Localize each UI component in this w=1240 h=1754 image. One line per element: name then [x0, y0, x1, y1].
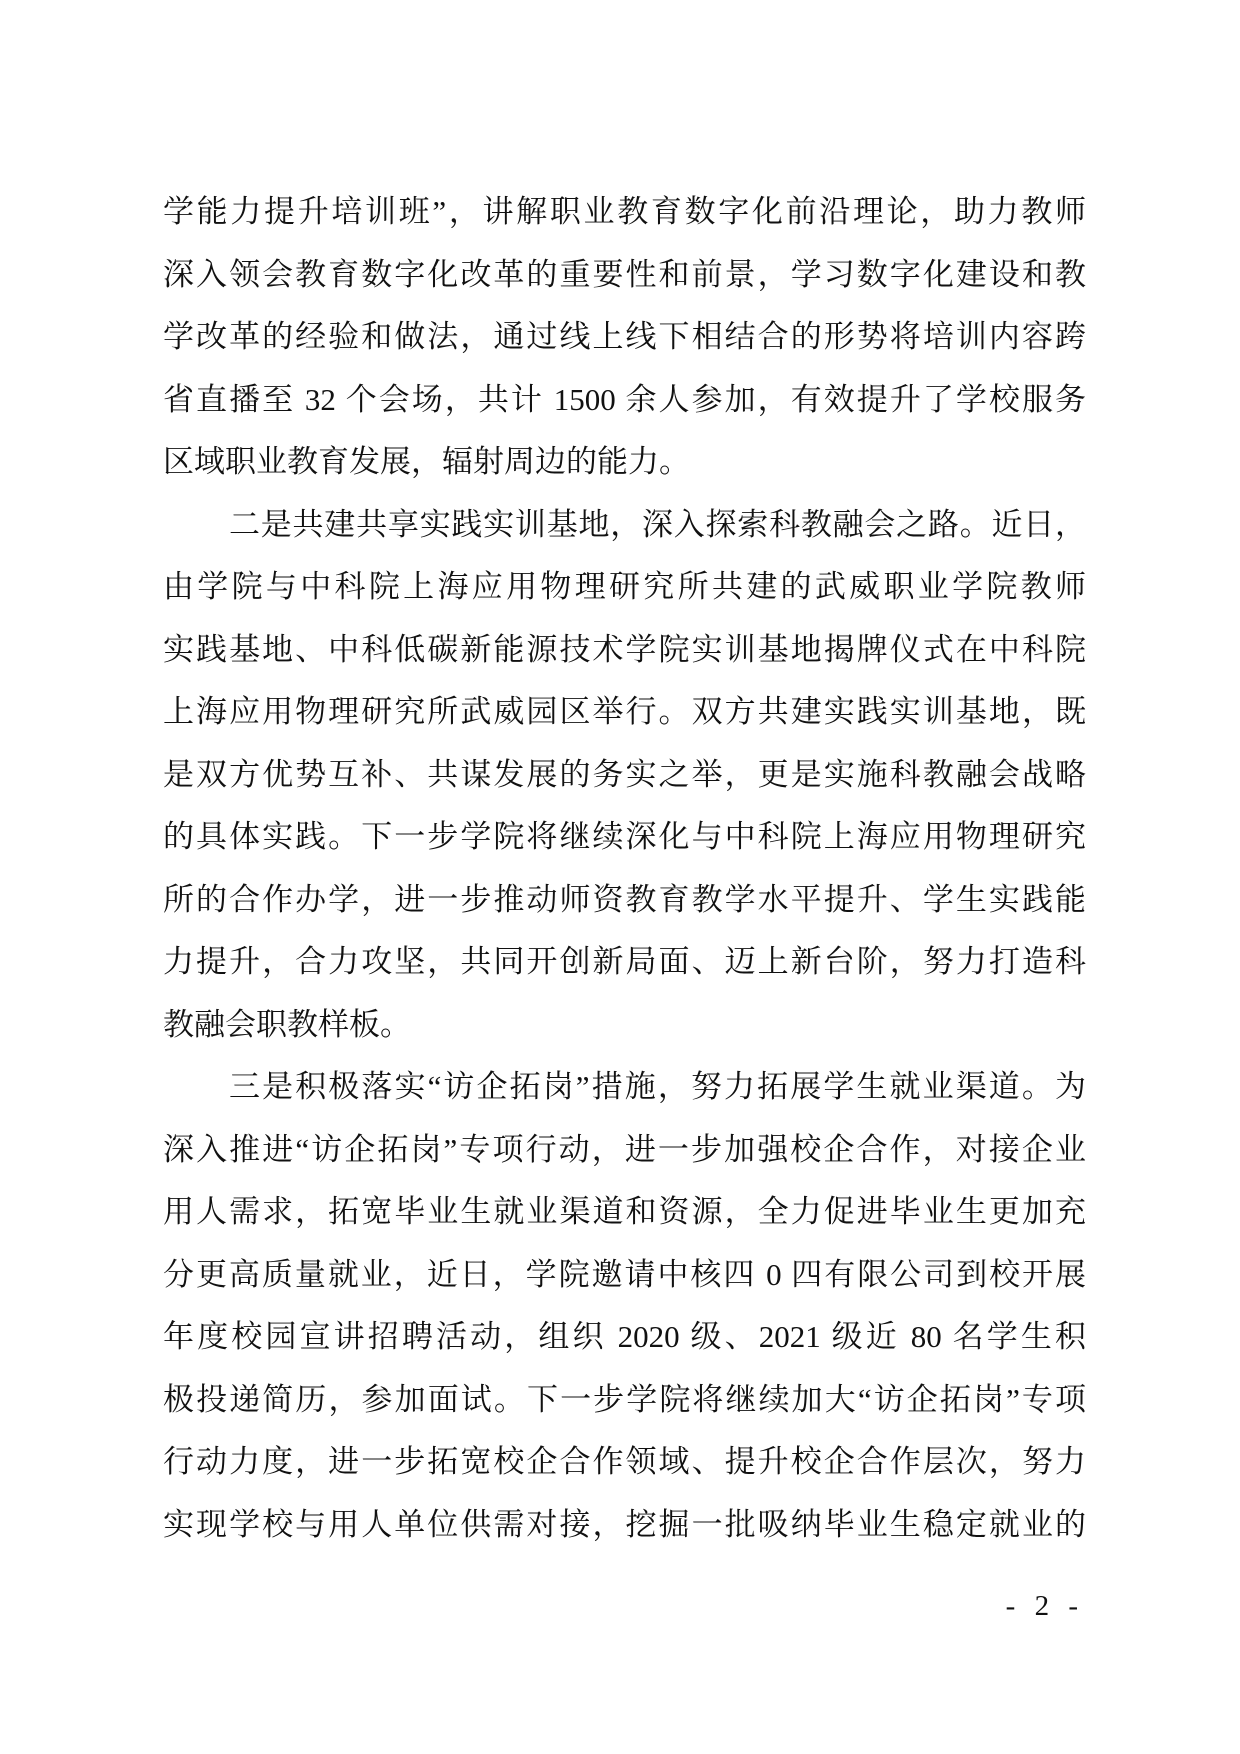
text-line: 教融会职教样板。: [163, 1006, 411, 1042]
text-line: 深入推进“访企拓岗”专项行动，进一步加强校企合作，对接企业: [163, 1131, 1086, 1167]
text-line: 极投递简历，参加面试。下一步学院将继续加大“访企拓岗”专项: [163, 1381, 1086, 1417]
text-line: 行动力度，进一步拓宽校企合作领域、提升校企合作层次，努力: [163, 1444, 1086, 1479]
text-line: 三是积极落实“访企拓岗”措施，努力拓展学生就业渠道。为: [229, 1069, 1086, 1104]
text-line: 是双方优势互补、共谋发展的务实之举，更是实施科教融会战略: [163, 756, 1086, 792]
text-line: 力提升，合力攻坚，共同开创新局面、迈上新台阶，努力打造科: [163, 944, 1086, 979]
text-line: 省直播至 32 个会场，共计 1500 余人参加，有效提升了学校服务: [163, 381, 1086, 417]
text-line: 区域职业教育发展，辐射周边的能力。: [163, 444, 690, 479]
text-line: 的具体实践。下一步学院将继续深化与中科院上海应用物理研究: [163, 819, 1086, 854]
text-line: 深入领会教育数字化改革的重要性和前景，学习数字化建设和教: [163, 256, 1086, 292]
text-line: 由学院与中科院上海应用物理研究所共建的武威职业学院教师: [163, 569, 1086, 604]
text-line: 上海应用物理研究所武威园区举行。双方共建实践实训基地，既: [163, 694, 1086, 729]
text-line: 学能力提升培训班”，讲解职业教育数字化前沿理论，助力教师: [163, 194, 1086, 229]
body-text: [163, 181, 1086, 1556]
text-line: 实现学校与用人单位供需对接，挖掘一批吸纳毕业生稳定就业的: [163, 1506, 1086, 1542]
text-line: 二是共建共享实践实训基地，深入探索科教融会之路。近日，: [229, 506, 1086, 542]
text-line: 学改革的经验和做法，通过线上线下相结合的形势将培训内容跨: [163, 319, 1086, 354]
text-line: 分更高质量就业，近日，学院邀请中核四 0 四有限公司到校开展: [163, 1256, 1086, 1292]
text-line: 用人需求，拓宽毕业生就业渠道和资源，全力促进毕业生更加充: [163, 1194, 1086, 1229]
text-line: 所的合作办学，进一步推动师资教育教学水平提升、学生实践能: [163, 881, 1086, 917]
text-line: 年度校园宣讲招聘活动，组织 2020 级、2021 级近 80 名学生积: [163, 1319, 1086, 1354]
page-number: - 2 -: [1005, 1590, 1084, 1622]
text-line: 实践基地、中科低碳新能源技术学院实训基地揭牌仪式在中科院: [163, 631, 1086, 667]
